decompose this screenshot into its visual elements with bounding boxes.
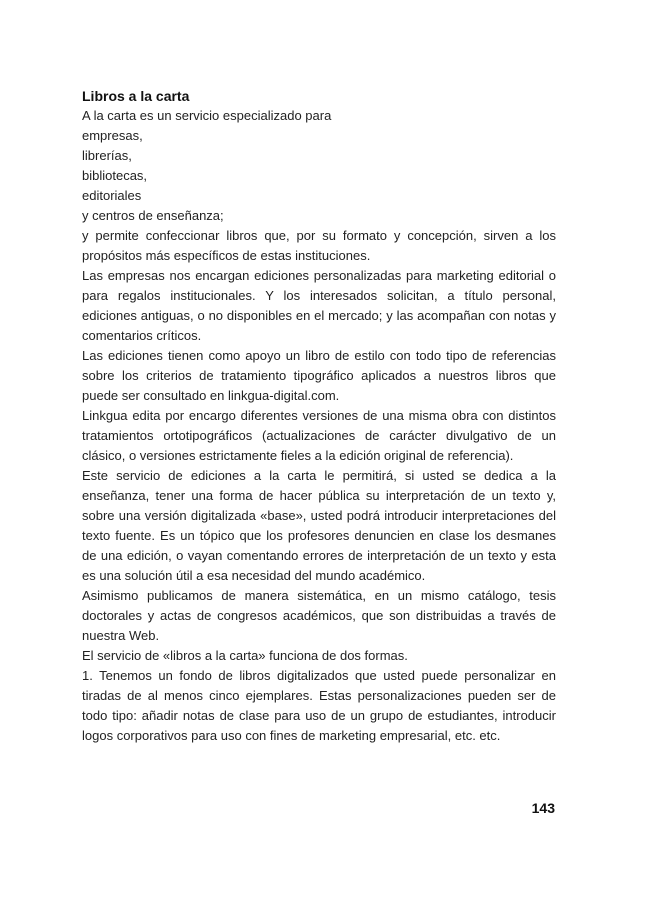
body-paragraph: Las empresas nos encargan ediciones personalizadas para marketing editorial o para regalos institucionales. Y los interesados solicitan, a título personal, ediciones antiguas, o no disponibles en el mercado; y las acompañan con notas y comentarios críticos. xyxy=(82,268,556,343)
client-item: editoriales xyxy=(82,188,142,203)
client-item: librerías, xyxy=(82,148,132,163)
intro-line: A la carta es un servicio especializado para xyxy=(82,108,332,123)
section-title: Libros a la carta xyxy=(82,88,190,104)
body-paragraph: 1. Tenemos un fondo de libros digitalizados que usted puede personalizar en tiradas de al menos cinco ejemplares. Estas personalizaciones pueden ser de todo tipo: añadir notas de clase para uso de un grupo de estudiantes, introducir logos corporativos para uso con fines de marketing empresarial, etc. etc. xyxy=(82,668,556,743)
page-body xyxy=(82,86,556,746)
body-paragraph: Las ediciones tienen como apoyo un libro de estilo con todo tipo de referencias sobre los criterios de tratamiento tipográfico aplicados a nuestros libros que puede ser consultado en linkgua-digital.com. xyxy=(82,348,556,403)
page-number: 143 xyxy=(531,800,555,816)
client-item: y centros de enseñanza; xyxy=(82,208,224,223)
body-paragraph: Este servicio de ediciones a la carta le permitirá, si usted se dedica a la enseñanza, tener una forma de hacer pública su interpretación de un texto y, sobre una versión digitalizada «base», usted podrá introducir interpretaciones del texto fuente. Es un tópico que los profesores denuncien en clase los desmanes de una edición, o vayan comentando errores de interpretación de un texto y esta es una solución útil a esa necesidad del mundo académico. xyxy=(82,468,556,583)
body-paragraph: El servicio de «libros a la carta» funciona de dos formas. xyxy=(82,648,408,663)
client-item: bibliotecas, xyxy=(82,168,148,183)
client-item: empresas, xyxy=(82,128,143,143)
body-paragraph: Linkgua edita por encargo diferentes versiones de una misma obra con distintos tratamientos ortotipográficos (actualizaciones de carácter divulgativo de un clásico, o versiones estrictamente fieles a la edición original de referencia). xyxy=(82,408,556,463)
body-paragraph: Asimismo publicamos de manera sistemática, en un mismo catálogo, tesis doctorales y actas de congresos académicos, que son distribuidas a través de nuestra Web. xyxy=(82,588,556,643)
body-paragraph: y permite confeccionar libros que, por su formato y concepción, sirven a los propósitos más específicos de estas instituciones. xyxy=(82,228,556,263)
